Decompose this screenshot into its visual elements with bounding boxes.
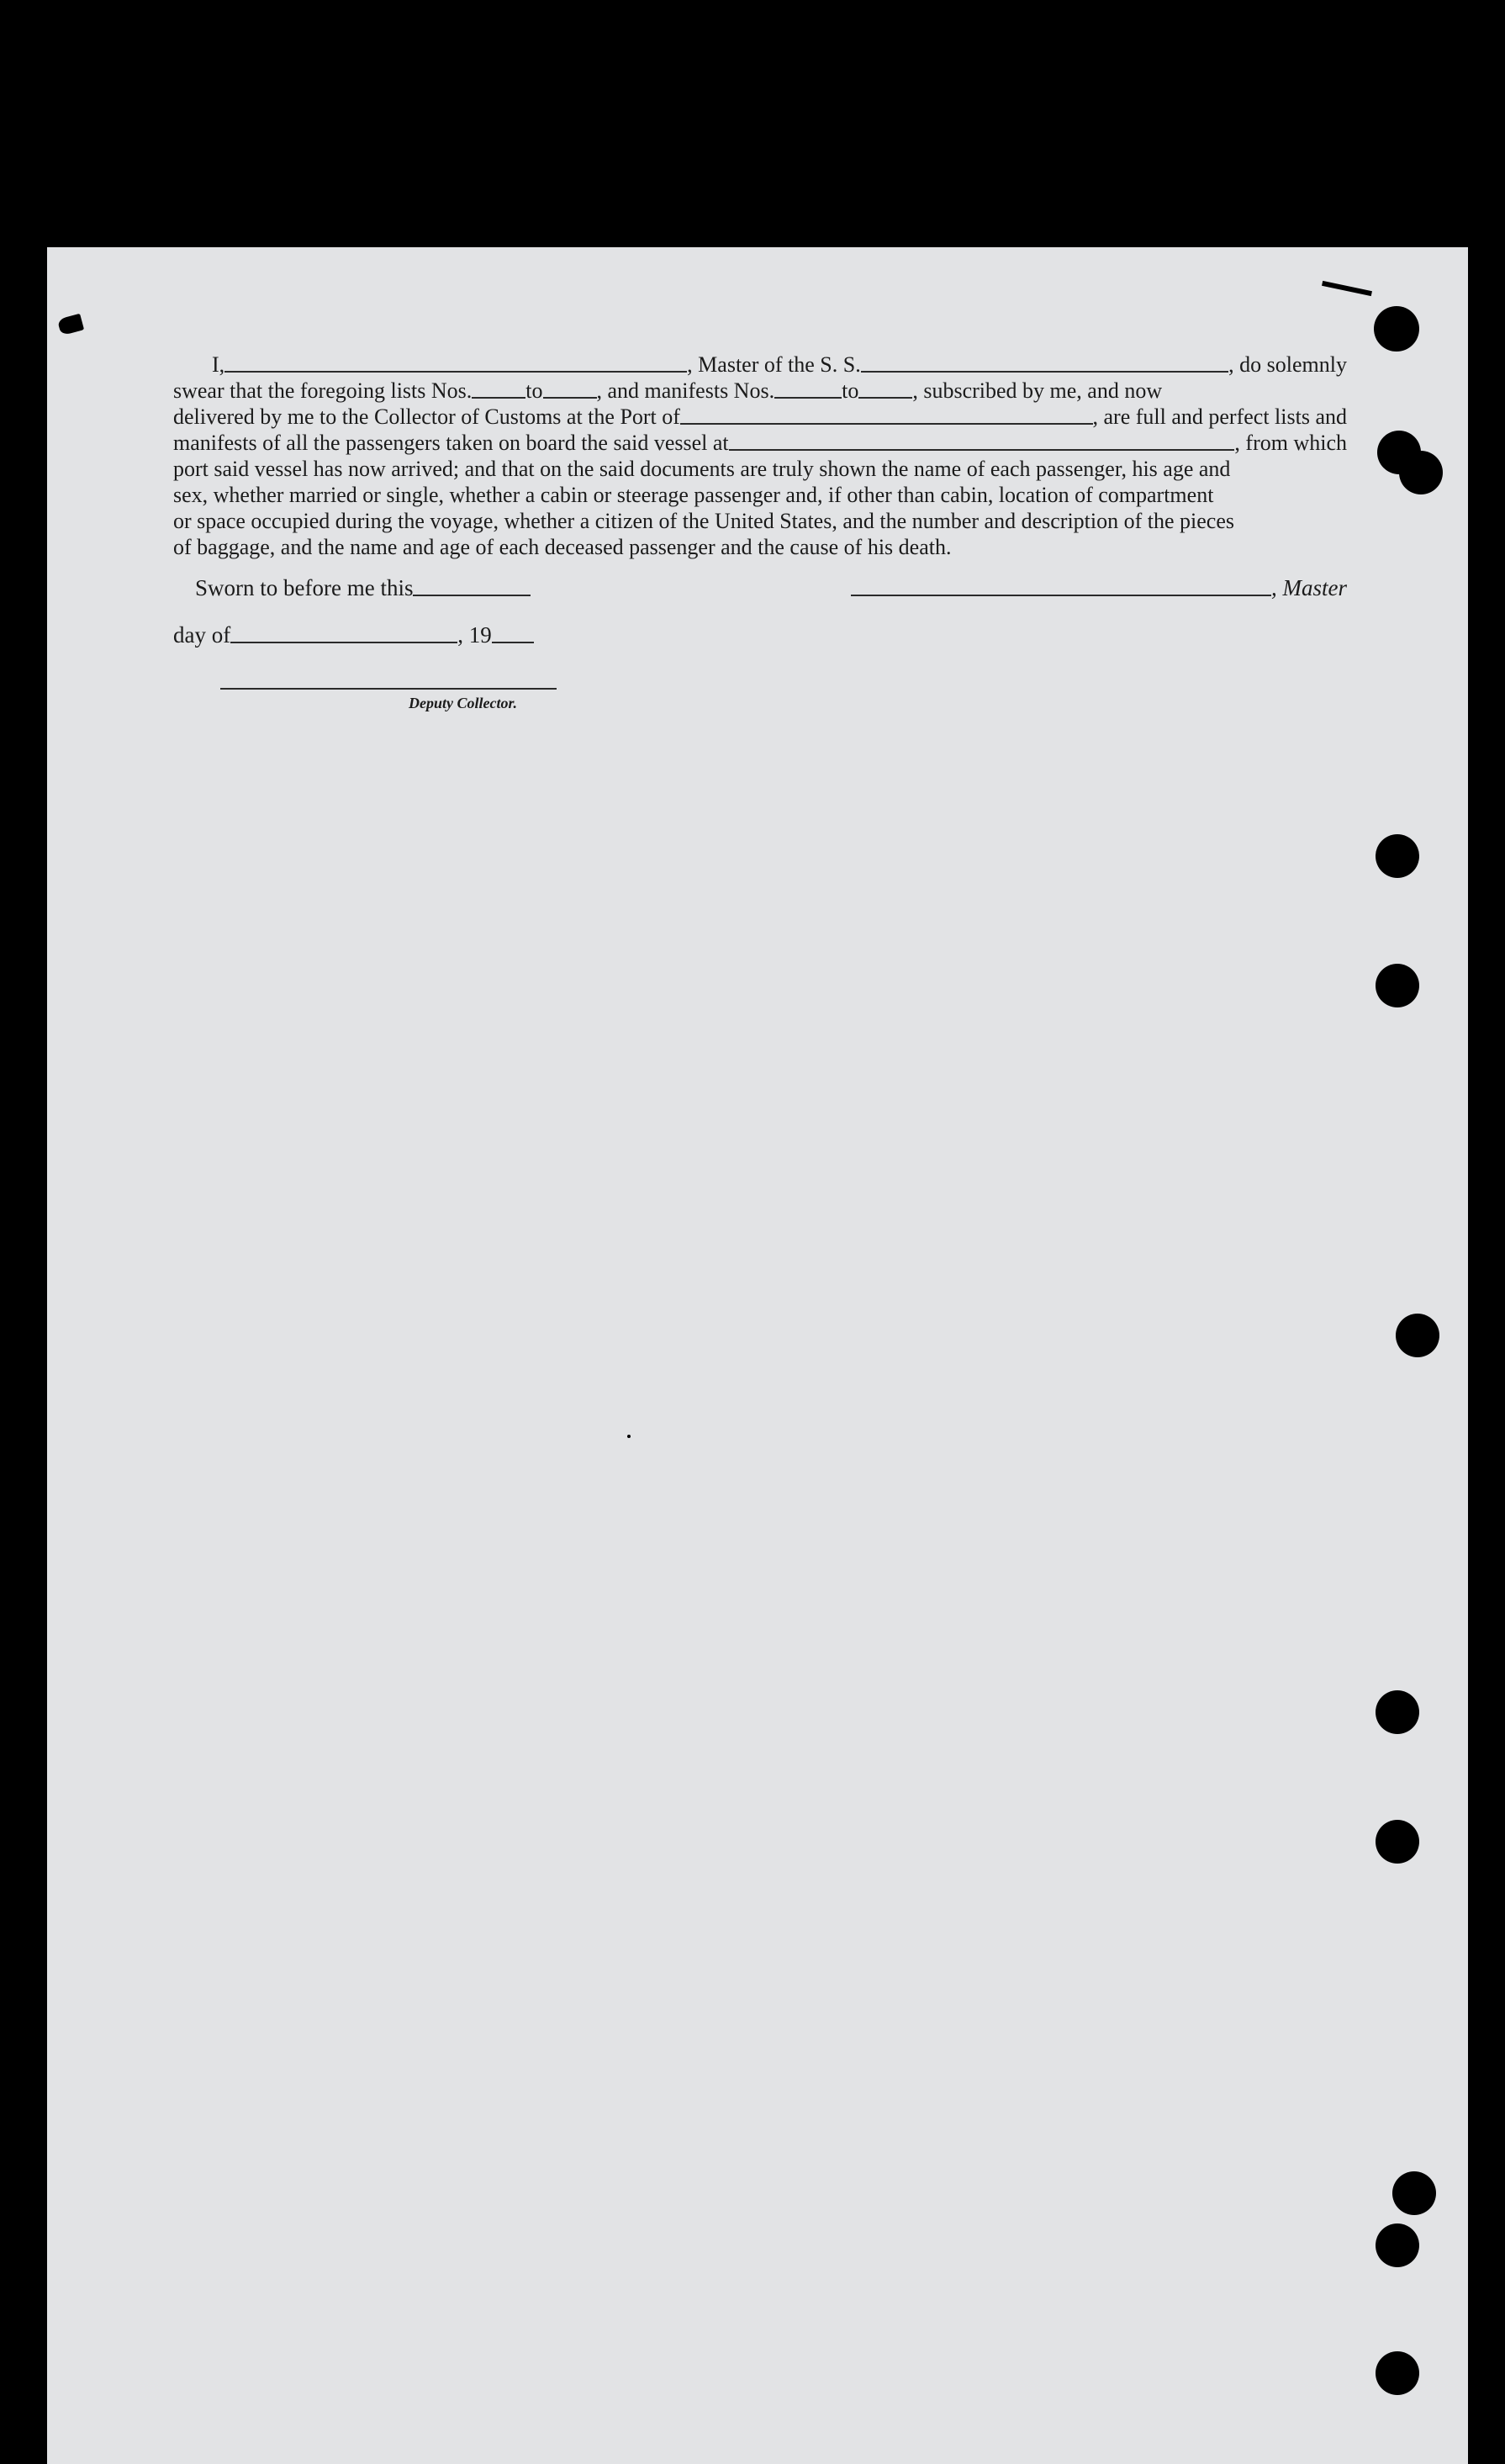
punch-hole xyxy=(1392,2171,1436,2215)
oath-master-of-ss: , Master of the S. S. xyxy=(687,352,861,377)
deputy-signature-line[interactable] xyxy=(220,688,557,690)
year-prefix: , 19 xyxy=(457,622,492,648)
punch-hole xyxy=(1376,964,1419,1007)
punch-hole xyxy=(1376,834,1419,878)
oath-i: I, xyxy=(212,352,225,377)
punch-hole xyxy=(1376,1820,1419,1864)
punch-hole xyxy=(1376,1690,1419,1734)
sworn-date-blank[interactable] xyxy=(413,595,531,596)
oath-solemnly: , do solemnly xyxy=(1228,352,1347,377)
punch-hole xyxy=(1396,1314,1439,1357)
punch-hole xyxy=(1376,2223,1419,2267)
oath-to-2: to xyxy=(842,378,859,403)
oath-paragraph xyxy=(173,352,1347,560)
year-blank[interactable] xyxy=(492,642,534,643)
oath-from-which: , from which xyxy=(1234,431,1347,455)
punch-hole xyxy=(1376,2351,1419,2395)
sworn-label: Sworn to before me this xyxy=(195,575,414,600)
oath-full-perfect: , are full and perfect lists and xyxy=(1092,404,1347,429)
speck-mark xyxy=(627,1435,631,1438)
master-signature-blank[interactable] xyxy=(851,595,1271,596)
punch-hole xyxy=(1374,306,1419,352)
ship-name-blank[interactable] xyxy=(861,371,1228,373)
oath-line-5: port said vessel has now arrived; and that on the said documents are truly shown the name of each passenger, his age and xyxy=(173,457,1231,481)
oath-delivered: delivered by me to the Collector of Customs at the Port of xyxy=(173,404,680,429)
oath-manifests-all: manifests of all the passengers taken on board the said vessel at xyxy=(173,431,729,455)
oath-line-3 xyxy=(173,404,1347,430)
oath-to-1: to xyxy=(525,378,543,403)
oath-line-1 xyxy=(173,352,1347,378)
month-blank[interactable] xyxy=(230,642,457,643)
lists-to-blank[interactable] xyxy=(543,397,597,399)
master-label: , Master xyxy=(1271,575,1347,600)
manifests-from-blank[interactable] xyxy=(774,397,842,399)
sworn-line xyxy=(195,575,1347,601)
oath-line-6: sex, whether married or single, whether a cabin or steerage passenger and, if other than cabin, location of compartment xyxy=(173,483,1214,507)
oath-line-8: of baggage, and the name and age of each deceased passenger and the cause of his death. xyxy=(173,535,952,559)
punch-hole xyxy=(1399,451,1443,494)
oath-subscribed: , subscribed by me, and now xyxy=(912,378,1163,403)
oath-line-7: or space occupied during the voyage, whether a citizen of the United States, and the number and description of the pieces xyxy=(173,509,1235,533)
manifests-to-blank[interactable] xyxy=(858,397,912,399)
oath-line-4 xyxy=(173,430,1347,456)
day-line xyxy=(173,622,534,648)
departure-port-blank[interactable] xyxy=(729,449,1235,451)
deputy-collector-label: Deputy Collector. xyxy=(409,695,517,711)
master-name-blank[interactable] xyxy=(224,371,687,373)
day-label: day of xyxy=(173,622,231,648)
oath-line-2 xyxy=(173,378,1347,404)
port-blank[interactable] xyxy=(680,423,1093,425)
lists-from-blank[interactable] xyxy=(472,397,525,399)
oath-and-manifests: , and manifests Nos. xyxy=(596,378,775,403)
oath-swear-lists: swear that the foregoing lists Nos. xyxy=(173,378,473,403)
